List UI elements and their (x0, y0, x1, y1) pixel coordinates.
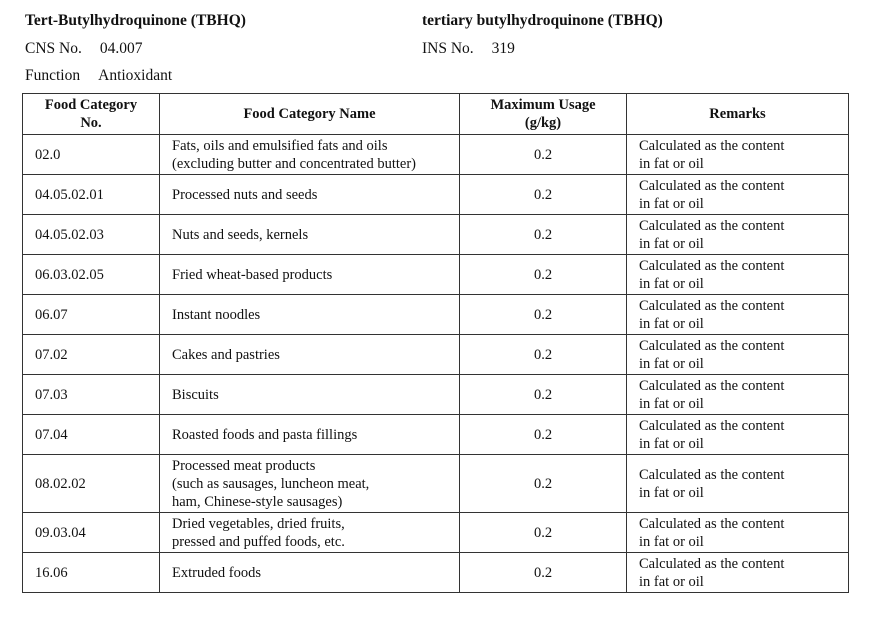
cell-category-no: 16.06 (23, 553, 160, 593)
column-header-max-usage: Maximum Usage (g/kg) (460, 94, 627, 135)
function-value: Antioxidant (98, 67, 173, 84)
column-header-category-no: Food Category No. (23, 94, 160, 135)
ins-number (422, 40, 515, 58)
cell-max-usage: 0.2 (460, 335, 627, 375)
ins-label: INS No. (422, 40, 474, 57)
cell-category-name: Processed nuts and seeds (160, 175, 460, 215)
cell-category-no: 08.02.02 (23, 455, 160, 513)
cell-category-no: 04.05.02.03 (23, 215, 160, 255)
cell-category-no: 09.03.04 (23, 513, 160, 553)
table-row (23, 335, 849, 375)
cell-max-usage: 0.2 (460, 295, 627, 335)
title-left: Tert-Butylhydroquinone (TBHQ) (25, 12, 246, 29)
cell-remarks: Calculated as the content in fat or oil (627, 175, 849, 215)
table-row (23, 175, 849, 215)
table-row (23, 295, 849, 335)
table-row (23, 215, 849, 255)
cell-remarks: Calculated as the content in fat or oil (627, 255, 849, 295)
cell-category-name: Cakes and pastries (160, 335, 460, 375)
table-row (23, 553, 849, 593)
table-row (23, 135, 849, 175)
cell-max-usage: 0.2 (460, 375, 627, 415)
cell-max-usage: 0.2 (460, 255, 627, 295)
cell-category-no: 06.03.02.05 (23, 255, 160, 295)
cell-remarks: Calculated as the content in fat or oil (627, 295, 849, 335)
cell-category-name: Nuts and seeds, kernels (160, 215, 460, 255)
usage-table (22, 93, 849, 593)
cell-remarks: Calculated as the content in fat or oil (627, 215, 849, 255)
table-row (23, 415, 849, 455)
cell-remarks: Calculated as the content in fat or oil (627, 455, 849, 513)
cell-remarks: Calculated as the content in fat or oil (627, 335, 849, 375)
cell-category-name: Extruded foods (160, 553, 460, 593)
table-row (23, 513, 849, 553)
cell-max-usage: 0.2 (460, 215, 627, 255)
cell-max-usage: 0.2 (460, 415, 627, 455)
ins-value: 319 (491, 40, 515, 57)
cell-category-name: Biscuits (160, 375, 460, 415)
cell-max-usage: 0.2 (460, 455, 627, 513)
column-header-remarks: Remarks (627, 94, 849, 135)
cell-remarks: Calculated as the content in fat or oil (627, 553, 849, 593)
cell-remarks: Calculated as the content in fat or oil (627, 415, 849, 455)
cell-category-name: Instant noodles (160, 295, 460, 335)
cell-category-no: 06.07 (23, 295, 160, 335)
cell-remarks: Calculated as the content in fat or oil (627, 513, 849, 553)
cell-remarks: Calculated as the content in fat or oil (627, 135, 849, 175)
table-header-row (23, 94, 849, 135)
cell-remarks: Calculated as the content in fat or oil (627, 375, 849, 415)
cell-category-no: 07.04 (23, 415, 160, 455)
column-header-category-name: Food Category Name (160, 94, 460, 135)
table-row (23, 255, 849, 295)
cell-category-name: Processed meat products (such as sausages, luncheon meat, ham, Chinese-style sausages) (160, 455, 460, 513)
table-row (23, 455, 849, 513)
cell-max-usage: 0.2 (460, 553, 627, 593)
table-body (23, 135, 849, 593)
cell-max-usage: 0.2 (460, 135, 627, 175)
cell-category-no: 07.03 (23, 375, 160, 415)
function-line (25, 67, 172, 85)
cell-category-no: 04.05.02.01 (23, 175, 160, 215)
cell-category-name: Dried vegetables, dried fruits, pressed and puffed foods, etc. (160, 513, 460, 553)
cell-category-no: 02.0 (23, 135, 160, 175)
cns-label: CNS No. (25, 40, 82, 57)
cell-max-usage: 0.2 (460, 513, 627, 553)
cell-category-name: Fats, oils and emulsified fats and oils (excluding butter and concentrated butter) (160, 135, 460, 175)
cell-category-no: 07.02 (23, 335, 160, 375)
cns-value: 04.007 (99, 40, 143, 57)
table-row (23, 375, 849, 415)
cell-max-usage: 0.2 (460, 175, 627, 215)
title-right: tertiary butylhydroquinone (TBHQ) (422, 12, 663, 29)
cell-category-name: Roasted foods and pasta fillings (160, 415, 460, 455)
cns-number (25, 40, 142, 58)
function-label: Function (25, 67, 81, 84)
cell-category-name: Fried wheat-based products (160, 255, 460, 295)
